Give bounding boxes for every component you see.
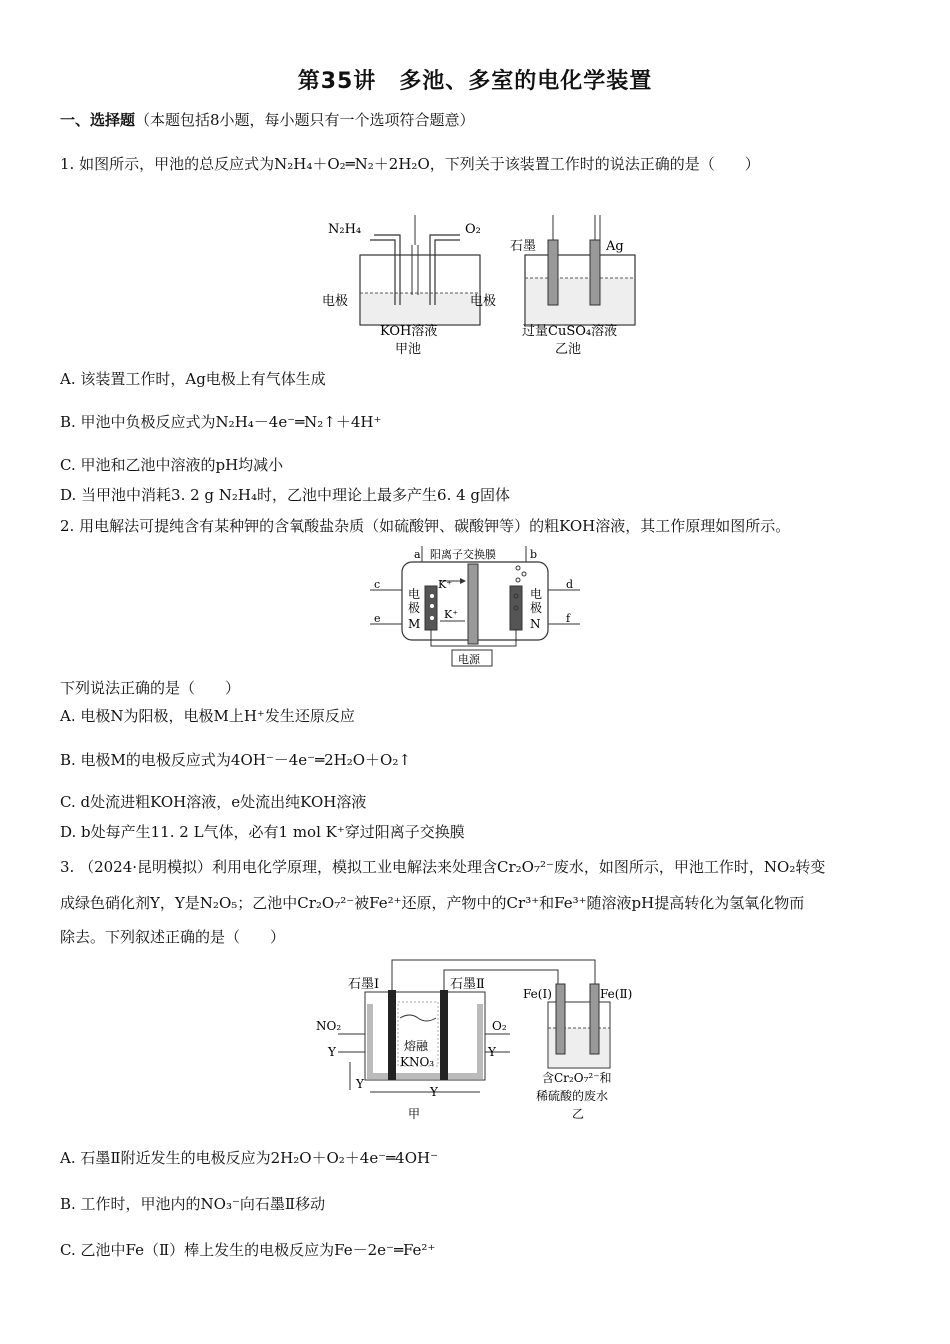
q2-label-e: e	[374, 612, 381, 625]
page-title: 第35讲 多池、多室的电化学装置	[297, 69, 653, 94]
q2-label-d: d	[566, 578, 574, 591]
q1-label-jia: 甲池	[395, 342, 422, 357]
q2-label-k2: K⁺	[444, 608, 459, 621]
q2-option-c: C. d处流进粗KOH溶液，e处流出纯KOH溶液	[60, 793, 367, 811]
q3-stem-line1: 3. （2024·昆明模拟）利用电化学原理，模拟工业电解法来处理含Cr₂O₇²⁻废水，如图所示，甲池工作时，NO₂转变	[60, 858, 826, 876]
q2-label-m: M	[408, 617, 421, 631]
q3-label-y3: Y	[356, 1077, 364, 1091]
q2-option-a: A. 电极N为阳极，电极M上H⁺发生还原反应	[60, 707, 355, 725]
q2-label-electrode-l2: 极	[408, 601, 421, 615]
q2-label-membrane: 阳离子交换膜	[430, 548, 496, 561]
q3-label-fe1: Fe(Ⅰ)	[523, 987, 552, 1001]
q3-label-waste2: 稀硫酸的废水	[536, 1089, 609, 1103]
q3-option-b: B. 工作时，甲池内的NO₃⁻向石墨Ⅱ移动	[60, 1195, 326, 1213]
section-heading: 一、选择题	[60, 111, 136, 129]
section-note: （本题包括8小题，每小题只有一个选项符合题意）	[135, 111, 475, 129]
section-heading-line	[60, 110, 900, 130]
q1-reaction: N₂H₄＋O₂═N₂＋2H₂O	[274, 155, 430, 173]
q1-label-koh: KOH溶液	[380, 324, 438, 339]
q2-label-f: f	[566, 612, 571, 625]
q2-label-electrode-r1: 电	[530, 587, 543, 601]
q3-label-g2: 石墨Ⅱ	[450, 977, 485, 992]
q3-stem-line3: 除去。下列叙述正确的是（ ）	[60, 928, 286, 946]
q2-figure	[370, 546, 580, 670]
q3-label-y1: Y	[328, 1045, 336, 1059]
q1-label-electrode-left: 电极	[322, 294, 349, 309]
q3-label-waste1: 含Cr₂O₇²⁻和	[542, 1071, 612, 1085]
q1-label-electrode-right: 电极	[470, 294, 497, 309]
q3-label-o2: O₂	[492, 1019, 507, 1033]
q2-label-n: N	[530, 617, 541, 631]
q1-option-a: A. 该装置工作时，Ag电极上有气体生成	[60, 370, 326, 388]
q1-label-o2: O₂	[465, 222, 481, 237]
q2-label-b: b	[530, 548, 538, 561]
q1-label-cuso4: 过量CuSO₄溶液	[522, 324, 618, 339]
q1-stem-rest: ，下列关于该装置工作时的说法正确的是（ ）	[429, 155, 760, 173]
q3-option-c: C. 乙池中Fe（Ⅱ）棒上发生的电极反应为Fe－2e⁻═Fe²⁺	[60, 1241, 436, 1259]
q3-stem-line2: 成绿色硝化剂Y，Y是N₂O₅；乙池中Cr₂O₇²⁻被Fe²⁺还原，产物中的Cr³⁺和Fe³⁺随溶液pH提高转化为氢氧化物而	[60, 894, 805, 912]
q1-label-yi: 乙池	[555, 342, 582, 357]
q2-option-b: B. 电极M的电极反应式为4OH⁻－4e⁻═2H₂O＋O₂↑	[60, 751, 411, 769]
q1-label-n2h4: N₂H₄	[328, 222, 362, 237]
q1-option-c: C. 甲池和乙池中溶液的pH均减小	[60, 456, 284, 474]
q1-option-d: D. 当甲池中消耗3. 2 g N₂H₄时，乙池中理论上最多产生6. 4 g固体	[60, 486, 511, 504]
q3-label-fe2: Fe(Ⅱ)	[600, 987, 633, 1001]
q3-label-no2: NO₂	[316, 1019, 342, 1033]
q3-label-molten2: KNO₃	[400, 1055, 435, 1069]
q3-label-y2: Y	[488, 1045, 496, 1059]
q1-stem-text: 1. 如图所示，甲池的总反应式为	[60, 155, 275, 173]
q1-label-graphite: 石墨	[510, 239, 537, 254]
q3-label-molten1: 熔融	[404, 1039, 429, 1053]
q2-label-power: 电源	[458, 653, 480, 666]
q2-option-d: D. b处每产生11. 2 L气体，必有1 mol K⁺穿过阳离子交换膜	[60, 823, 465, 841]
q3-option-a: A. 石墨Ⅱ附近发生的电极反应为2H₂O＋O₂＋4e⁻═4OH⁻	[60, 1149, 439, 1167]
q1-option-b: B. 甲池中负极反应式为N₂H₄－4e⁻═N₂↑＋4H⁺	[60, 413, 382, 431]
q1-label-ag: Ag	[606, 239, 624, 254]
q2-label-electrode-r2: 极	[530, 601, 543, 615]
q2-label-electrode-l1: 电	[408, 587, 421, 601]
q3-label-g1: 石墨Ⅰ	[348, 977, 380, 992]
q2-lead: 下列说法正确的是（ ）	[60, 679, 241, 697]
q3-label-jia: 甲	[408, 1107, 421, 1121]
q2-label-c: c	[374, 578, 381, 591]
q3-label-yi: 乙	[572, 1107, 585, 1121]
q2-label-k1: K⁺	[438, 578, 453, 591]
q1-figure	[310, 215, 640, 363]
q2-stem: 2. 用电解法可提纯含有某种钾的含氧酸盐杂质（如硫酸钾、碳酸钾等）的粗KOH溶液，其工作原理如图所示。	[60, 517, 791, 535]
q1-stem	[60, 154, 900, 174]
q3-figure	[310, 952, 640, 1124]
q3-label-y4: Y	[430, 1085, 438, 1099]
q2-label-a: a	[414, 548, 421, 561]
